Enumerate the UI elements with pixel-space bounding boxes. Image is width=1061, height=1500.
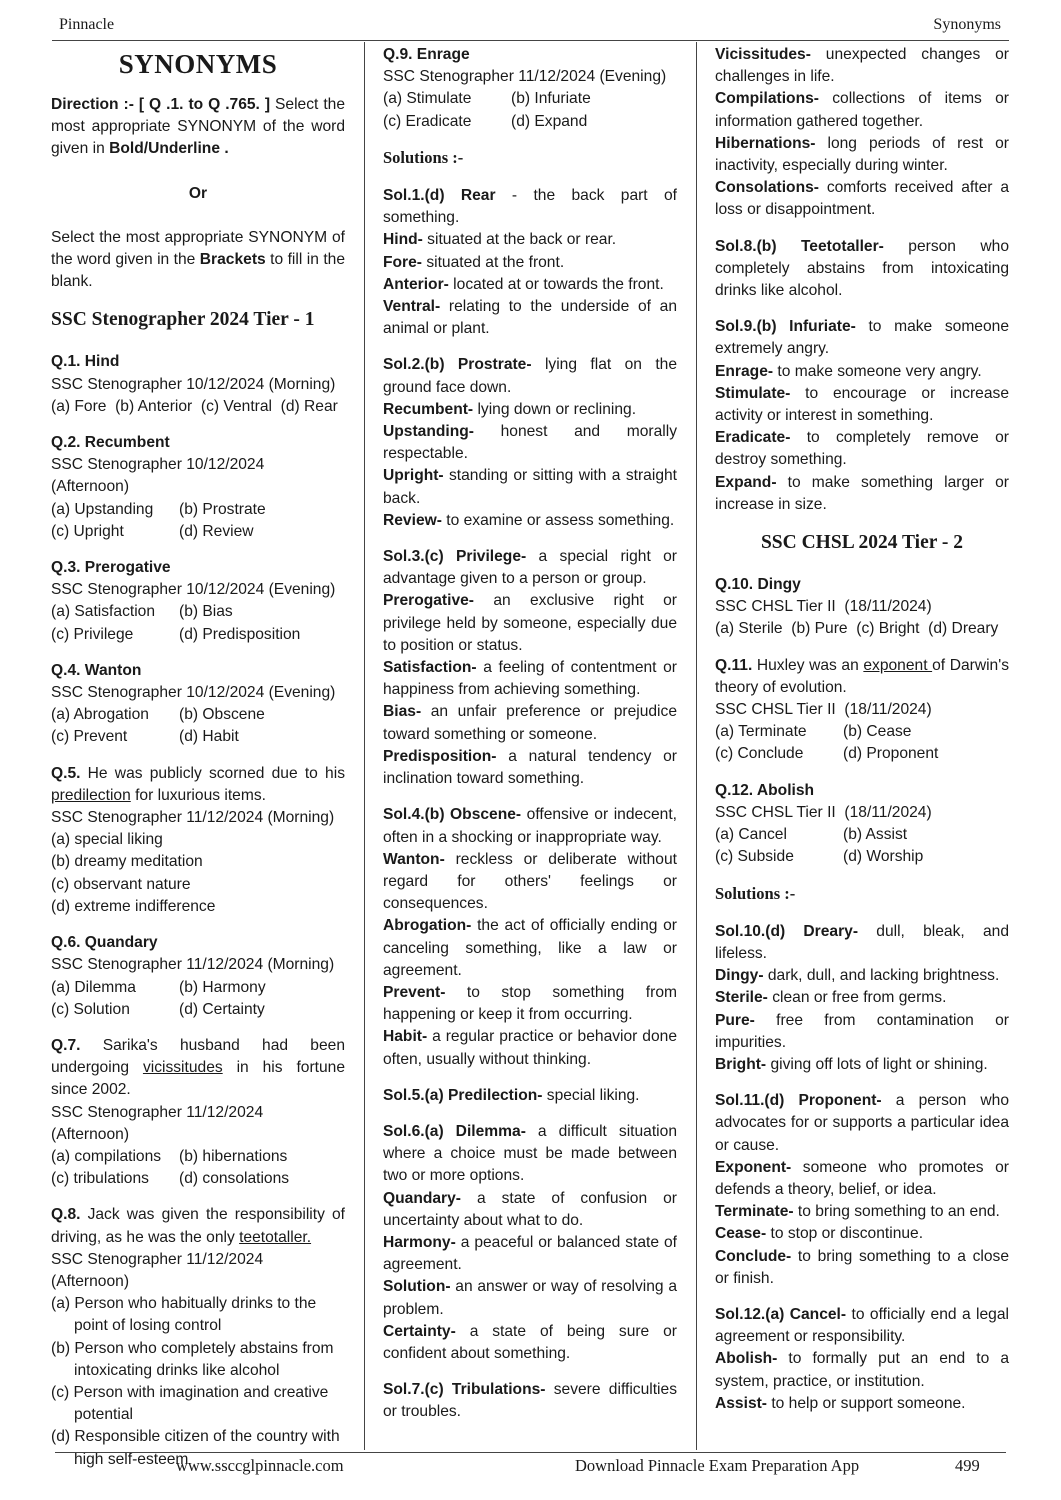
solution-6 [383,1121,677,1365]
definition: to completely remove or destroy something. [715,429,1009,469]
term: Hibernations- [715,134,816,152]
definition: a special right or advantage given to a person or group. [383,548,677,588]
definition: an exclusive right or privilege held by someone, especially due to position or status. [383,592,677,654]
term: Sol.11.(d) Proponent- [715,1092,882,1110]
term: Compilations- [715,90,819,108]
column-1 [51,44,345,1485]
definition: to bring something to an end. [793,1203,1000,1221]
term: Review- [383,511,442,529]
term: Prevent- [383,983,446,1001]
definition: standing or sitting with a straight back. [383,467,677,507]
footer-app-promo[interactable]: Download Pinnacle Exam Preparation App [575,1456,860,1475]
term: Habit- [383,1028,428,1046]
definition-line [715,1393,1009,1415]
term: Exponent- [715,1158,792,1176]
definition: giving off lots of light or shining. [766,1055,988,1073]
definition-line [383,657,677,701]
definition-line [383,915,677,982]
term: Upright- [383,467,444,485]
term: Sol.6.(a) Dilemma- [383,1122,526,1140]
definition-line [715,236,1009,303]
footer-website[interactable]: www.ssccglpinnacle.com [176,1456,344,1475]
solution-4 [383,804,677,1070]
definition: to make someone very angry. [773,362,982,380]
definition-line [715,1223,1009,1245]
solution-12 [715,1304,1009,1415]
definition: situated at the front. [421,253,565,271]
definition: to formally put an end to a system, practice, or institution. [715,1350,1009,1390]
definition-line [383,982,677,1026]
definition-line [383,229,677,251]
term: Sol.1.(d) Rear [383,187,496,205]
solutions-heading-2: Solutions :- [715,883,796,903]
definition-line [383,1321,677,1365]
question-7: Q.7. Sarika's husband had been undergoing vicissitudes in his fortune since 2002. SSC Stenographer 11/12/2024 (Afternoon) (a) compilations (b) hibernations (c) tribulations (d) consolations [51,1036,345,1188]
definition: someone who promotes or defends a theory, belief, or idea. [715,1158,1009,1198]
question-12: Q.12. Abolish SSC CHSL Tier II (18/11/2024) (a) Cancel (b) Assist (c) Subside (d) Worship [715,781,932,866]
question-8: Q.8. Jack was given the responsibility of driving, as he was the only teetotaller. SSC Stenographer 11/12/2024 (Afternoon) (a) Person who habitually drinks to the point of losing control (b) Person who completely abstains from intoxicating drinks like alcohol (c) Person with imagination and creative potential (d) Responsible citizen of the country with high self-esteem [51,1206,345,1468]
definition: a natural tendency or inclination toward something. [383,747,677,788]
term: Recumbent- [383,400,474,418]
header-rule [52,40,1009,41]
term: Fore- [383,253,422,271]
definition-line [383,849,677,916]
definition: a difficult situation where a choice must be made between two or more options. [383,1122,677,1185]
term: Hind- [383,231,423,249]
definition: - the back part of something. [383,187,677,227]
term: Dingy- [715,967,764,985]
term: Sol.5.(a) Predilection- [383,1086,543,1104]
term: Eradicate- [715,429,791,447]
definition-line [715,1246,1009,1290]
definition-line [383,1379,677,1423]
definition: an answer or way of resolving a problem. [383,1278,677,1318]
term: Sol.10.(d) Dreary- [715,922,859,940]
term: Expand- [715,473,777,491]
question-3: Q.3. Prerogative SSC Stenographer 10/12/2024 (Evening) (a) Satisfaction (b) Bias (c) Privilege (d) Predisposition [51,559,336,643]
definition-line [715,316,1009,360]
term: Ventral- [383,298,441,316]
definition-line [383,1232,677,1276]
definition-line [383,354,677,398]
definition-line [715,987,1009,1009]
question-5: Q.5. He was publicly scorned due to his predilection for luxurious items. SSC Stenographer 11/12/2024 (Morning) (a) special liking (b) dreamy meditation (c) observant nature (d) extreme indifference [51,764,345,915]
definition-line [715,1201,1009,1223]
definition: reckless or deliberate without regard for others' feelings or consequences. [383,850,677,913]
header-topic: Synonyms [933,16,1001,33]
footer-rule [55,1452,1006,1453]
definition: relating to the underside of an animal or plant. [383,298,677,338]
solution-10 [715,921,1009,1076]
term: Quandary- [383,1189,461,1207]
definition: a state of being sure or confident about something. [383,1322,677,1362]
term: Abrogation- [383,917,472,935]
definition-line [715,1157,1009,1201]
definition-line [383,1026,677,1070]
definition-line [383,701,677,745]
definition: to encourage or increase activity or interest in something. [715,384,1009,425]
definition-line [383,421,677,465]
definition: the act of officially ending or canceling something, like a law or agreement. [383,917,677,979]
term: Sol.3.(c) Privilege- [383,548,527,566]
definition: a state of confusion or uncertainty about what to do. [383,1189,677,1229]
column-3 [715,44,1009,1429]
definition: free from contamination or impurities. [715,1011,1009,1051]
definition: a feeling of contentment or happiness from achieving something. [383,659,677,699]
term: Stimulate- [715,384,791,402]
definition: comforts received after a loss or disappointment. [715,179,1009,219]
section-heading-chsl: SSC CHSL 2024 Tier - 2 [760,532,964,554]
definition: special liking. [542,1086,640,1104]
term: Prerogative- [383,592,474,610]
definition-line [715,965,1009,987]
term: Solution- [383,1278,451,1296]
question-9: Q.9. Enrage SSC Stenographer 11/12/2024 (Evening) (a) Stimulate (b) Infuriate (c) Eradicate (d) Expand [383,46,667,130]
term: Upstanding- [383,423,474,441]
solution-9 [715,316,1009,516]
definition: to bring something to a close or finish. [715,1247,1009,1287]
term: Sterile- [715,989,768,1007]
definition-line [715,472,1009,516]
page-title: SYNONYMS [118,49,278,79]
question-6: Q.6. Quandary SSC Stenographer 11/12/2024 (Morning) (a) Dilemma (b) Harmony (c) Solution (d) Certainty [51,934,335,1018]
definition-line [383,1276,677,1320]
definition-line [383,1188,677,1232]
definition-line [383,746,677,790]
definition-line [715,1054,1009,1076]
definition-line [383,510,677,532]
solutions-heading: Solutions :- [383,147,464,167]
definition: to examine or assess something. [441,511,675,529]
term: Consolations- [715,179,819,197]
definition-line [715,1304,1009,1348]
definition: collections of items or information gathered together. [715,90,1009,130]
header-brand: Pinnacle [59,16,115,33]
question-1: Q.1. Hind SSC Stenographer 10/12/2024 (Morning) (a) Fore (b) Anterior (c) Ventral (d) Rear [51,353,338,415]
definition: a regular practice or behavior done often, usually without thinking. [383,1028,677,1068]
solution-8 [715,236,1009,303]
term: Sol.7.(c) Tribulations- [383,1381,546,1399]
definition-line [715,427,1009,471]
column-divider-1 [364,42,365,1450]
definition-line [715,177,1009,221]
definition-line [715,383,1009,427]
definition: to stop something from happening or keep it from occurring. [383,983,677,1024]
definition-line [715,921,1009,965]
term: Predisposition- [383,747,497,765]
solution-11 [715,1090,1009,1290]
definition: dull, bleak, and lifeless. [715,922,1009,962]
definition: lying down or reclining. [473,400,637,418]
term: Harmony- [383,1233,456,1251]
question-11: Q.11. Huxley was an exponent of Darwin's theory of evolution. SSC CHSL Tier II (18/11/2024) (a) Terminate (b) Cease (c) Conclude (d) Proponent [715,656,1009,763]
term: Sol.9.(b) Infuriate- [715,318,856,336]
solution-7 [383,1379,677,1423]
definition-line [715,133,1009,177]
term: Terminate- [715,1203,794,1221]
solution-5 [383,1085,677,1107]
term: Enrage- [715,362,774,380]
definition-line [383,252,677,274]
definition: lying flat on the ground face down. [383,356,677,396]
term: Sol.12.(a) Cancel- [715,1305,847,1323]
definition: to officially end a legal agreement or responsibility. [715,1305,1009,1346]
definition: located at or towards the front. [448,275,664,293]
term: Sol.2.(b) Prostrate- [383,356,532,374]
page-header [59,14,1001,40]
solution-2 [383,354,677,532]
definition-line [715,88,1009,132]
definition-line [383,1121,677,1188]
definition-line [383,804,677,848]
term: Sol.8.(b) Teetotaller- [715,237,884,255]
definition-line [383,274,677,296]
term: Pure- [715,1011,755,1029]
solution-3 [383,546,677,790]
direction-1: Direction :- [ Q .1. to Q .765. ] Select the most appropriate SYNONYM of the word given in Bold/Underline . [51,96,346,158]
definition: to make something larger or increase in size. [715,473,1009,513]
definition: to help or support someone. [767,1394,966,1412]
column-2 [383,44,677,1438]
definition-line [383,546,677,590]
question-2: Q.2. Recumbent SSC Stenographer 10/12/2024 (Afternoon) (a) Upstanding (b) Prostrate (c) Upright (d) Review [51,434,266,540]
solution-1 [383,185,677,340]
definition-line [383,590,677,657]
definition-line [715,1010,1009,1054]
definition: long periods of rest or inactivity, especially during winter. [715,134,1009,175]
term: Abolish- [715,1350,778,1368]
definition: offensive or indecent, often in a shocking or inappropriate way. [383,806,677,846]
term: Cease- [715,1225,767,1243]
column-divider-2 [696,42,697,1450]
definition: unexpected changes or challenges in life. [715,46,1009,86]
definition: dark, dull, and lacking brightness. [763,967,1000,985]
solution-7-continued [715,44,1009,222]
term: Satisfaction- [383,659,477,677]
page-number: 499 [955,1456,980,1475]
question-10: Q.10. Dingy SSC CHSL Tier II (18/11/2024) (a) Sterile (b) Pure (c) Bright (d) Dreary [715,576,999,638]
question-4: Q.4. Wanton SSC Stenographer 10/12/2024 (Evening) (a) Abrogation (b) Obscene (c) Prevent (d) Habit [51,661,336,746]
definition: to stop or discontinue. [766,1225,924,1243]
definition-line [383,296,677,340]
definition-line [715,361,1009,383]
definition-line [383,465,677,509]
definition: person who completely abstains from intoxicating drinks like alcohol. [715,237,1010,300]
term: Vicissitudes- [715,46,811,63]
definition-line [383,185,677,229]
term: Sol.4.(b) Obscene- [383,806,522,824]
definition-line [715,1090,1009,1157]
definition-line [383,399,677,421]
term: Certainty- [383,1322,456,1340]
definition: to make someone extremely angry. [715,318,1009,358]
definition: honest and morally respectable. [383,423,677,463]
direction-2: Select the most appropriate SYNONYM of the word given in the Brackets to fill in the blank. [51,228,346,291]
term: Bias- [383,703,422,721]
definition: a peaceful or balanced state of agreement. [383,1233,677,1274]
definition-line [715,1348,1009,1392]
or-separator: Or [188,184,208,202]
definition: severe difficulties or troubles. [383,1381,677,1421]
definition-line [715,44,1009,88]
term: Bright- [715,1055,767,1073]
term: Wanton- [383,850,445,868]
term: Assist- [715,1394,767,1412]
section-heading-steno: SSC Stenographer 2024 Tier - 1 [51,309,315,331]
term: Anterior- [383,275,449,293]
definition-line [383,1085,677,1107]
definition: an unfair preference or prejudice toward something or someone. [383,703,677,743]
definition: clean or free from germs. [767,989,947,1007]
definition: situated at the back or rear. [422,231,617,249]
term: Conclude- [715,1247,792,1265]
definition: a person who advocates for or supports a particular idea or cause. [715,1092,1009,1154]
